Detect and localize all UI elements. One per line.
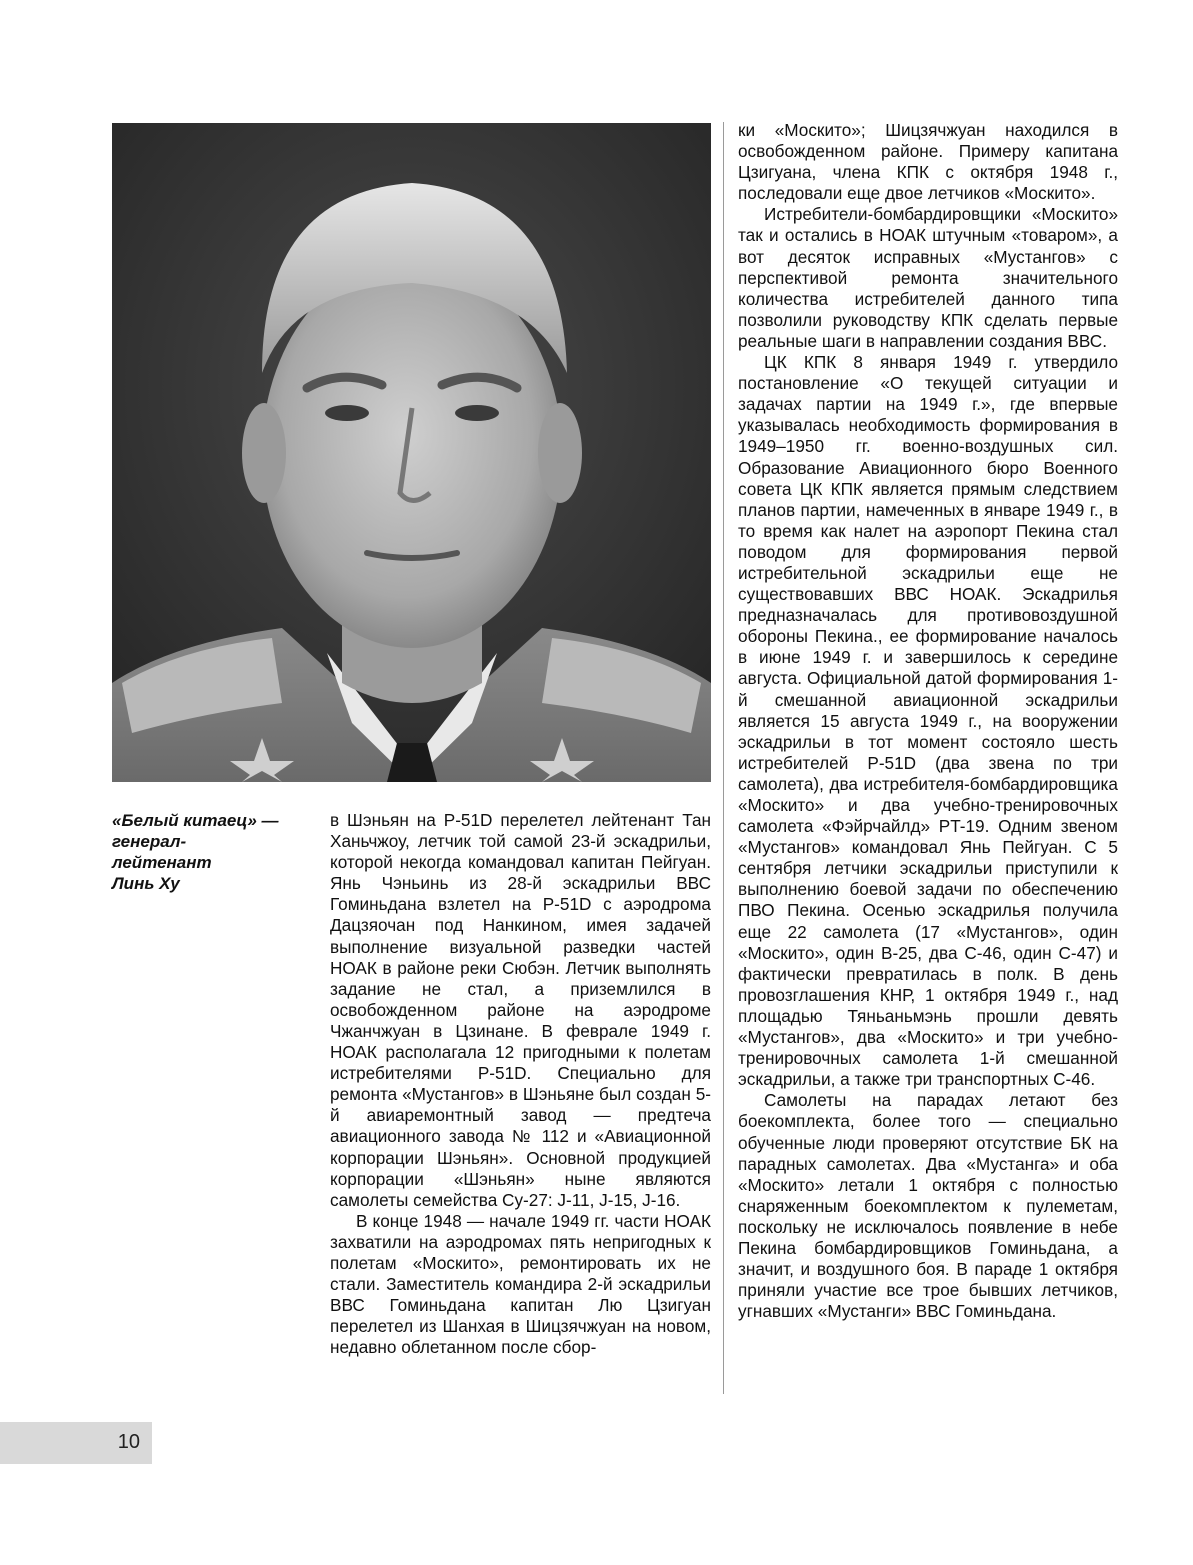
caption-line: Линь Ху (112, 874, 180, 893)
caption-line: лейтенант (112, 853, 212, 872)
page-number-box (0, 1422, 152, 1464)
text-column-middle (330, 810, 711, 1358)
photo-caption (112, 810, 302, 894)
paragraph: Самолеты на парадах летают без боекомплекта, более того — специально обученные люди проверяют отсутствие БК на парадных самолетах. Два «Мустанга» и оба «Москито» летали 1 октября с полностью снаряженным боекомплектом к пулеметам, поскольку не исключалось появление в небе Пекина бомбардировщиков Гоминьдана, а значит, и воздушного боя. В параде 1 октября приняли участие все трое бывших летчиков, угнавших «Мустанги» ВВС Гоминьдана. (738, 1090, 1118, 1322)
caption-line: генерал- (112, 832, 187, 851)
paragraph: Истребители-бомбардировщики «Москито» так и остались в НОАК штучным «товаром», а вот десяток исправных «Мустангов» с перспективой ремонта значительного количества истребителей данного типа позволили руководству КПК сделать первые реальные шаги в направлении создания ВВС. (738, 204, 1118, 351)
text-column-right (738, 120, 1118, 1322)
column-divider (723, 122, 724, 1394)
caption-line: «Белый китаец» — (112, 811, 279, 830)
paragraph: ЦК КПК 8 января 1949 г. утвердило постановление «О текущей ситуации и задачах партии на 1949 г.», где впервые указывалась необходимость формирования в 1949–1950 гг. военно-воздушных сил. Образование Авиационного бюро Военного совета ЦК КПК является прямым следствием планов партии, намеченных в январе 1949 г., в то время как налет на аэропорт Пекина стал поводом для формирования первой истребительной эскадрильи еще не существовавших ВВС НОАК. Эскадрилья предназначалась для противовоздушной обороны Пекина., ее формирование началось в июне 1949 г. и завершилось к середине августа. Официальной датой формирования 1-й смешанной авиационной эскадрильи является 15 августа 1949 г., на вооружении эскадрильи в тот момент состояло шесть истребителей P-51D (два звена по три самолета), два истребителя-бомбардировщика «Москито» и два учебно-тренировочных самолета «Фэйрчайлд» PT-19. Одним звеном «Мустангов» командовал Янь Пейгуан. С 5 сентября летчики эскадрильи приступили к выполнению боевой задачи по обеспечению ПВО Пекина. Осенью эскадрилья получила еще 22 самолета (17 «Мустангов», один «Москито», один B-25, два C-46, один C-47) и фактически превратилась в полк. В день провозглашения КНР, 1 октября 1949 г., над площадью Тяньаньмэнь прошли девять «Мустангов», два «Москито» и три учебно-тренировочных самолета 1-й смешанной эскадрильи, а также три транспортных C-46. (738, 352, 1118, 1090)
paragraph: в Шэньян на P-51D перелетел лейтенант Тан Ханьчжоу, летчик той самой 23-й эскадрильи, которой некогда командовал капитан Пейгуан. Янь Чэньинь из 28-й эскадрильи ВВС Гоминьдана взлетел на P-51D с аэродрома Дацзяочан под Нанкином, имея задачей выполнение визуальной разведки частей НОАК в районе реки Сюбэн. Летчик выполнять задание не стал, а приземлился в освобожденном районе на аэродроме Чжанчжуан в Цзинане. В феврале 1949 г. НОАК располагала 12 пригодными к полетам истребителями P-51D. Специально для ремонта «Мустангов» в Шэньяне был создан 5-й авиаремонтный завод — предтеча авиационного завода № 112 и «Авиационной корпорации Шэньян». Основной продукцией корпорации «Шэньян» ныне являются самолеты семейства Су-27: J-11, J-15, J-16. (330, 810, 711, 1210)
paragraph: В конце 1948 — начале 1949 гг. части НОАК захватили на аэродромах пять непригодных к полетам «Москито», ремонтировать их не стали. Заместитель командира 2-й эскадрильи ВВС Гоминьдана капитан Лю Цзигуан перелетел из Шанхая в Шицзячжуан на новом, недавно облетанном после сбор- (330, 1210, 711, 1358)
page-number: 10 (117, 1431, 140, 1453)
paragraph: ки «Москито»; Шицзячжуан находился в освобожденном районе. Примеру капитана Цзигуана, члена КПК с октября 1948 г., последовали еще двое летчиков «Москито». (738, 120, 1118, 204)
portrait-icon (112, 123, 711, 782)
portrait-photo (112, 123, 711, 782)
